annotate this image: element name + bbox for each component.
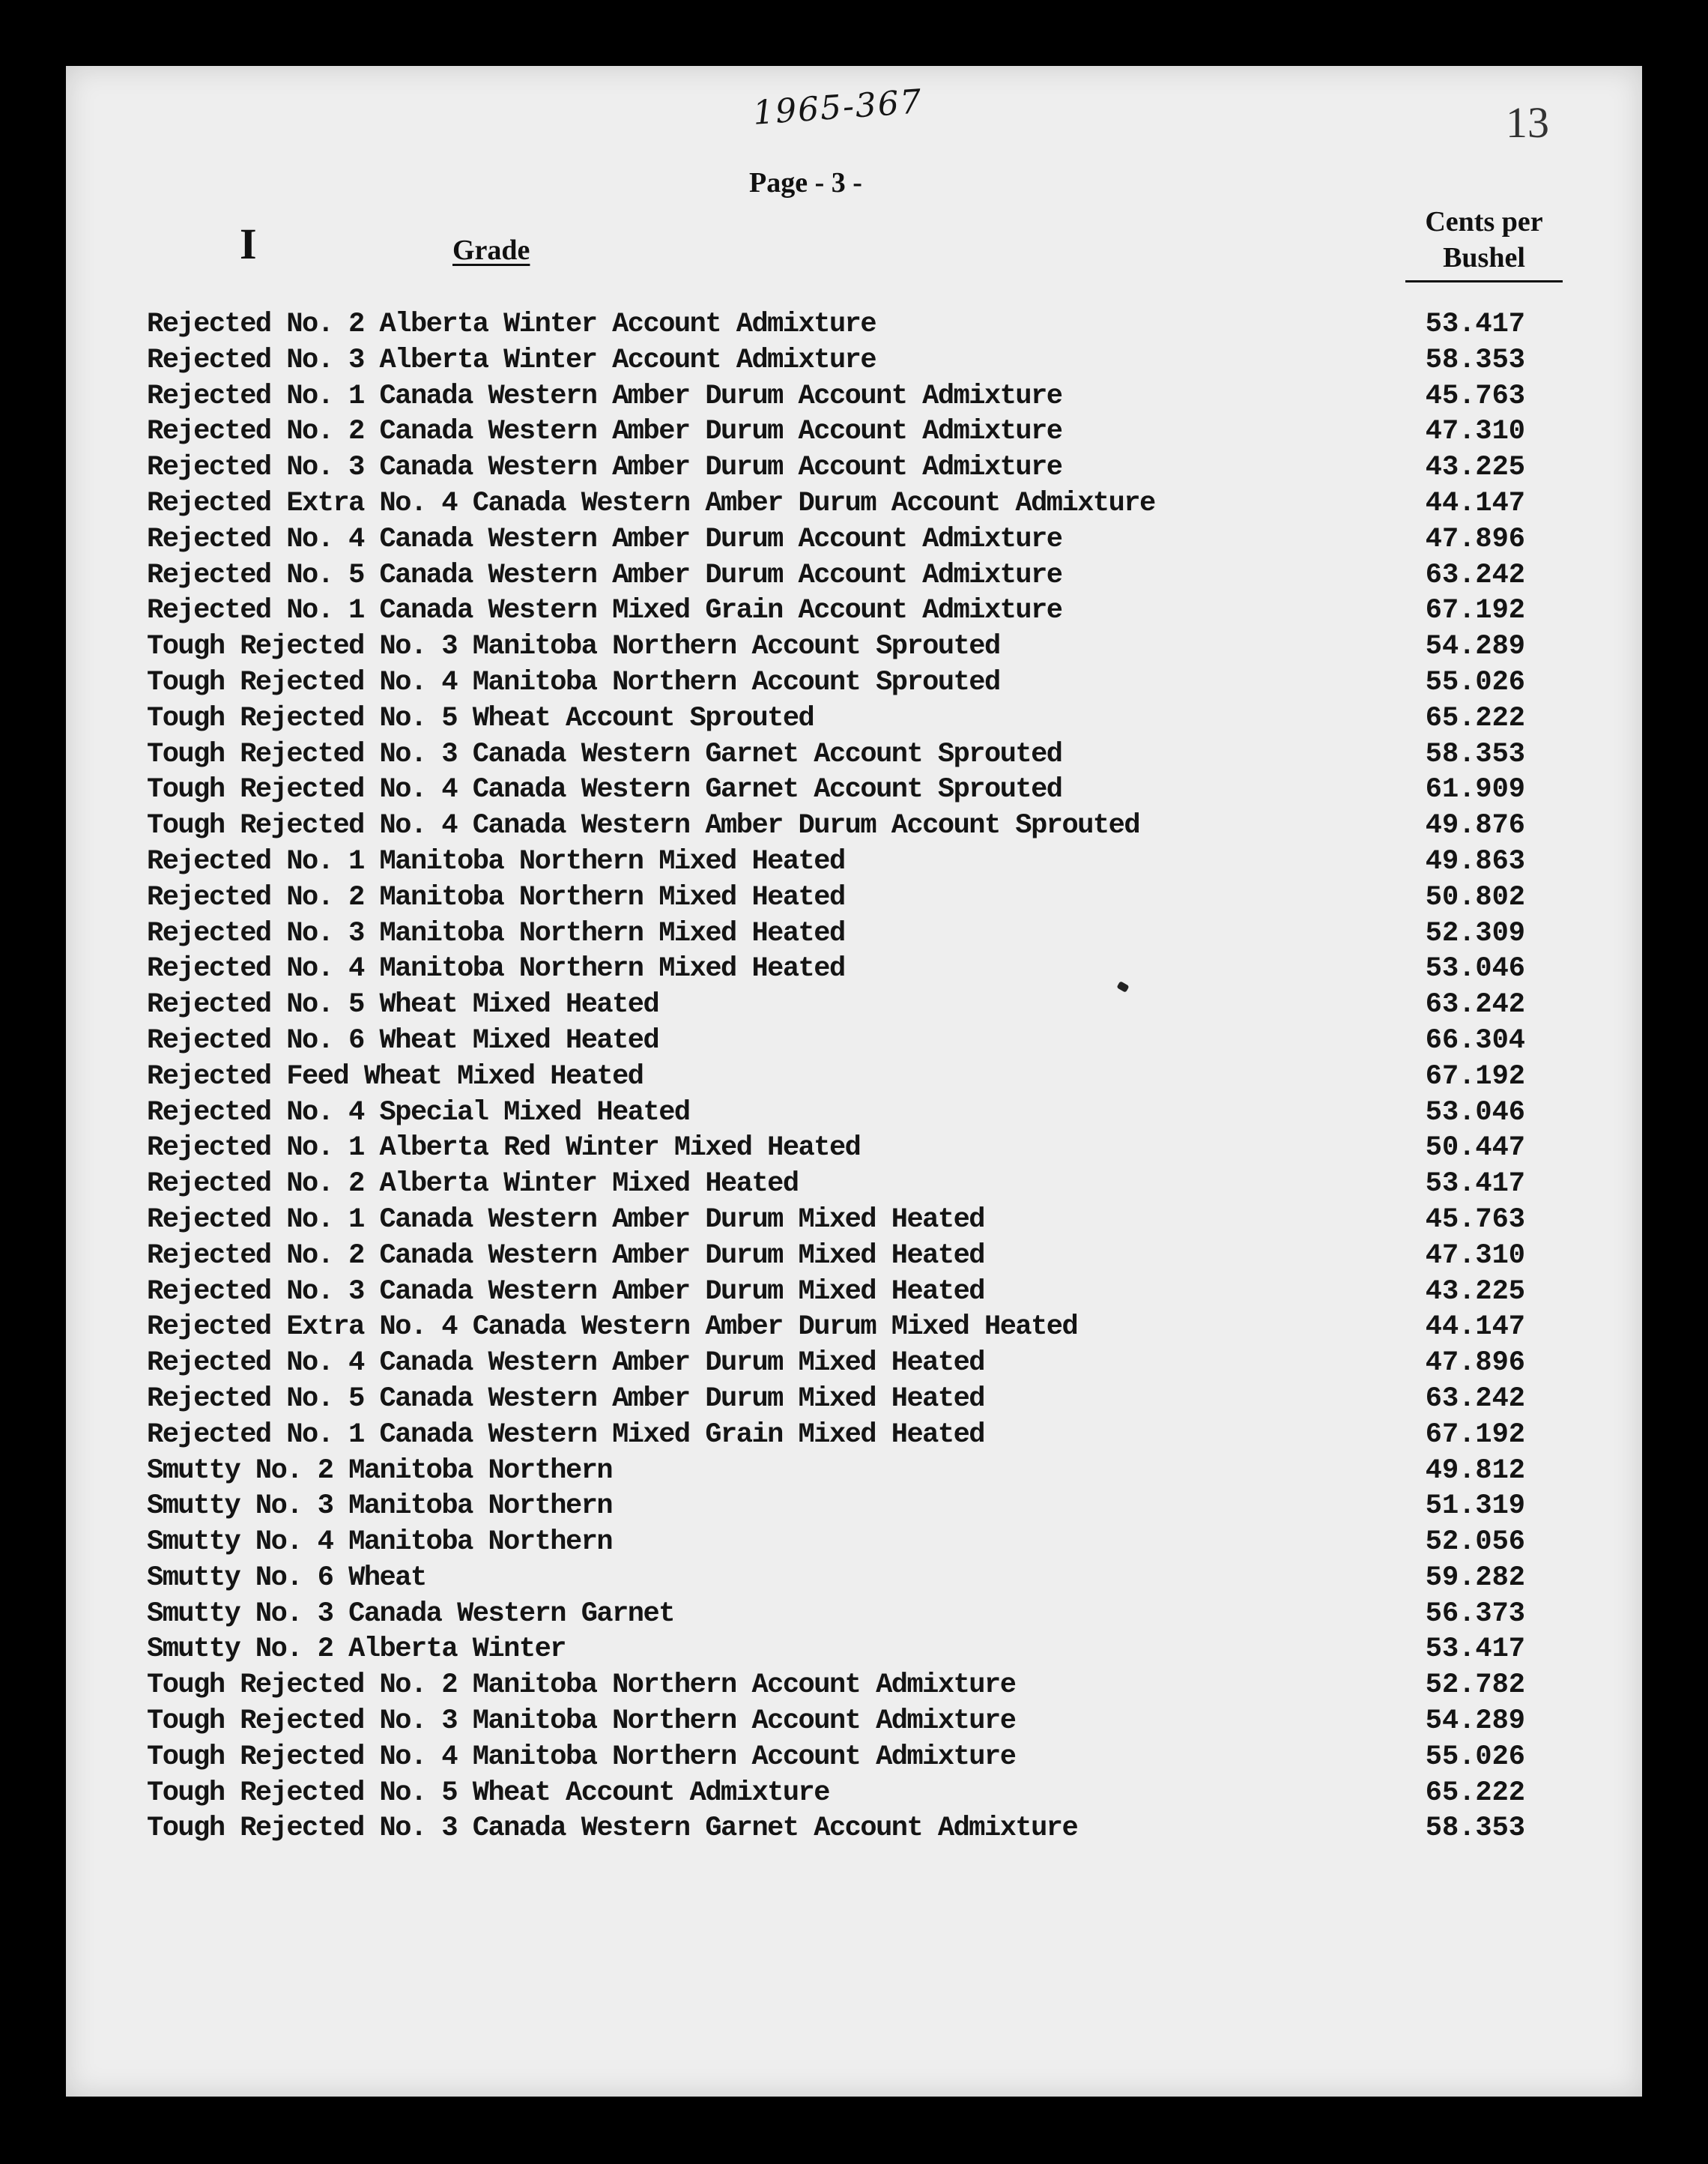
cents-cell: 65.222 xyxy=(1425,702,1525,734)
table-row xyxy=(147,1704,1555,1740)
grade-cell: Smutty No. 4 Manitoba Northern xyxy=(147,1526,613,1559)
table-row xyxy=(147,1668,1555,1704)
grade-cell: Rejected No. 1 Canada Western Amber Durum Mixed Heated xyxy=(147,1203,984,1236)
grade-cell: Rejected No. 3 Manitoba Northern Mixed Heated xyxy=(147,917,845,949)
grade-table xyxy=(147,307,1555,1847)
table-row xyxy=(147,1060,1555,1095)
table-row xyxy=(147,1740,1555,1776)
grade-cell: Tough Rejected No. 3 Canada Western Garnet Account Admixture xyxy=(147,1813,1078,1845)
grade-cell: Tough Rejected No. 2 Manitoba Northern Account Admixture xyxy=(147,1669,1016,1702)
table-row xyxy=(147,988,1555,1024)
grade-cell: Rejected No. 5 Canada Western Amber Durum Account Admixture xyxy=(147,559,1062,591)
table-row xyxy=(147,1597,1555,1633)
table-row xyxy=(147,343,1555,379)
table-row xyxy=(147,1131,1555,1167)
margin-mark: I xyxy=(240,220,257,268)
cents-cell: 49.812 xyxy=(1425,1454,1525,1487)
grade-cell: Tough Rejected No. 3 Manitoba Northern Account Admixture xyxy=(147,1705,1016,1738)
cents-cell: 52.782 xyxy=(1425,1669,1525,1702)
cents-cell: 67.192 xyxy=(1425,595,1525,627)
cents-cell: 67.192 xyxy=(1425,1418,1525,1451)
table-row xyxy=(147,773,1555,809)
cents-cell: 47.310 xyxy=(1425,1239,1525,1272)
cents-column-header xyxy=(1405,204,1563,282)
grade-cell: Rejected No. 4 Canada Western Amber Durum Mixed Heated xyxy=(147,1347,984,1379)
grade-cell: Tough Rejected No. 3 Canada Western Garnet Account Sprouted xyxy=(147,738,1062,770)
grade-cell: Rejected No. 1 Canada Western Mixed Grain Account Admixture xyxy=(147,595,1062,627)
table-row xyxy=(147,1239,1555,1275)
cents-cell: 53.417 xyxy=(1425,1633,1525,1666)
grade-cell: Rejected Feed Wheat Mixed Heated xyxy=(147,1060,643,1092)
cents-cell: 53.046 xyxy=(1425,1096,1525,1128)
cents-cell: 54.289 xyxy=(1425,631,1525,663)
grade-cell: Rejected No. 4 Manitoba Northern Mixed Heated xyxy=(147,953,845,985)
grade-cell: Rejected No. 5 Wheat Mixed Heated xyxy=(147,989,659,1021)
grade-cell: Smutty No. 3 Canada Western Garnet xyxy=(147,1598,674,1630)
table-row xyxy=(147,1561,1555,1597)
cents-cell: 54.289 xyxy=(1425,1705,1525,1738)
table-row xyxy=(147,1095,1555,1131)
grade-cell: Rejected No. 1 Canada Western Mixed Grain Mixed Heated xyxy=(147,1418,984,1451)
grade-cell: Rejected No. 4 Special Mixed Heated xyxy=(147,1096,690,1128)
cents-cell: 44.147 xyxy=(1425,1311,1525,1344)
grade-cell: Smutty No. 2 Alberta Winter xyxy=(147,1633,566,1666)
grade-cell: Tough Rejected No. 4 Canada Western Garnet Account Sprouted xyxy=(147,774,1062,806)
cents-cell: 45.763 xyxy=(1425,380,1525,412)
table-row xyxy=(147,952,1555,988)
grade-cell: Rejected Extra No. 4 Canada Western Amber Durum Mixed Heated xyxy=(147,1311,1078,1344)
table-row xyxy=(147,414,1555,450)
cents-cell: 53.417 xyxy=(1425,1168,1525,1200)
grade-cell: Tough Rejected No. 4 Manitoba Northern Account Sprouted xyxy=(147,666,1000,698)
cents-cell: 43.225 xyxy=(1425,1275,1525,1308)
grade-cell: Rejected No. 3 Canada Western Amber Durum Mixed Heated xyxy=(147,1275,984,1308)
cents-cell: 67.192 xyxy=(1425,1060,1525,1092)
grade-cell: Rejected No. 1 Alberta Red Winter Mixed Heated xyxy=(147,1132,861,1164)
table-row xyxy=(147,737,1555,773)
cents-cell: 61.909 xyxy=(1425,774,1525,806)
grade-cell: Rejected No. 5 Canada Western Amber Durum Mixed Heated xyxy=(147,1382,984,1415)
cents-cell: 47.896 xyxy=(1425,523,1525,555)
table-row xyxy=(147,1167,1555,1203)
grade-column-header: Grade xyxy=(452,235,530,266)
grade-cell: Rejected No. 2 Manitoba Northern Mixed Heated xyxy=(147,881,845,913)
grade-cell: Rejected No. 3 Canada Western Amber Durum Account Admixture xyxy=(147,452,1062,484)
table-row xyxy=(147,1525,1555,1561)
table-row xyxy=(147,593,1555,629)
grade-cell: Rejected No. 2 Canada Western Amber Durum Account Admixture xyxy=(147,416,1062,448)
cents-cell: 50.447 xyxy=(1425,1132,1525,1164)
grade-cell: Rejected No. 6 Wheat Mixed Heated xyxy=(147,1024,659,1057)
table-row xyxy=(147,629,1555,665)
handwritten-reference: 1965-367 xyxy=(751,82,924,133)
grade-cell: Rejected No. 3 Alberta Winter Account Admixture xyxy=(147,344,876,376)
cents-cell: 58.353 xyxy=(1425,344,1525,376)
cents-cell: 43.225 xyxy=(1425,452,1525,484)
table-row xyxy=(147,558,1555,594)
cents-cell: 56.373 xyxy=(1425,1598,1525,1630)
cents-cell: 53.046 xyxy=(1425,953,1525,985)
table-row xyxy=(147,665,1555,701)
grade-cell: Smutty No. 3 Manitoba Northern xyxy=(147,1490,613,1523)
table-row xyxy=(147,1346,1555,1382)
table-row xyxy=(147,379,1555,415)
grade-cell: Tough Rejected No. 5 Wheat Account Admixture xyxy=(147,1777,829,1809)
cents-cell: 63.242 xyxy=(1425,559,1525,591)
grade-cell: Tough Rejected No. 4 Manitoba Northern Account Admixture xyxy=(147,1741,1016,1773)
cents-cell: 55.026 xyxy=(1425,1741,1525,1773)
page-heading: Page - 3 - xyxy=(749,167,862,199)
grade-cell: Rejected No. 1 Canada Western Amber Durum Account Admixture xyxy=(147,380,1062,412)
cents-cell: 47.896 xyxy=(1425,1347,1525,1379)
grade-cell: Rejected No. 4 Canada Western Amber Durum Account Admixture xyxy=(147,523,1062,555)
cents-header-line2: Bushel xyxy=(1443,242,1525,273)
table-row xyxy=(147,1454,1555,1490)
table-row xyxy=(147,1776,1555,1812)
grade-cell: Rejected Extra No. 4 Canada Western Amber Durum Account Admixture xyxy=(147,487,1155,519)
table-row xyxy=(147,1382,1555,1418)
cents-cell: 47.310 xyxy=(1425,416,1525,448)
cents-cell: 50.802 xyxy=(1425,881,1525,913)
cents-cell: 45.763 xyxy=(1425,1203,1525,1236)
cents-cell: 63.242 xyxy=(1425,1382,1525,1415)
cents-cell: 49.863 xyxy=(1425,845,1525,877)
page-number: 13 xyxy=(1506,98,1549,147)
grade-cell: Smutty No. 6 Wheat xyxy=(147,1562,426,1594)
grade-cell: Tough Rejected No. 4 Canada Western Amber Durum Account Sprouted xyxy=(147,810,1140,842)
grade-cell: Rejected No. 1 Manitoba Northern Mixed Heated xyxy=(147,845,845,877)
table-row xyxy=(147,1310,1555,1346)
table-row xyxy=(147,1203,1555,1239)
cents-cell: 63.242 xyxy=(1425,989,1525,1021)
cents-cell: 58.353 xyxy=(1425,1813,1525,1845)
cents-cell: 49.876 xyxy=(1425,810,1525,842)
table-row xyxy=(147,1489,1555,1525)
table-row xyxy=(147,1024,1555,1060)
table-row xyxy=(147,1632,1555,1668)
table-row xyxy=(147,1275,1555,1311)
table-row xyxy=(147,880,1555,916)
cents-cell: 65.222 xyxy=(1425,1777,1525,1809)
table-row xyxy=(147,809,1555,844)
cents-cell: 51.319 xyxy=(1425,1490,1525,1523)
cents-cell: 66.304 xyxy=(1425,1024,1525,1057)
cents-cell: 58.353 xyxy=(1425,738,1525,770)
table-row xyxy=(147,844,1555,880)
grade-cell: Tough Rejected No. 3 Manitoba Northern Account Sprouted xyxy=(147,631,1000,663)
table-row xyxy=(147,1418,1555,1454)
table-row xyxy=(147,307,1555,343)
grade-cell: Rejected No. 2 Canada Western Amber Durum Mixed Heated xyxy=(147,1239,984,1272)
table-row xyxy=(147,701,1555,737)
cents-cell: 55.026 xyxy=(1425,666,1525,698)
cents-header-line1: Cents per xyxy=(1425,206,1543,238)
table-row xyxy=(147,450,1555,486)
table-row xyxy=(147,1811,1555,1847)
grade-cell: Smutty No. 2 Manitoba Northern xyxy=(147,1454,613,1487)
grade-cell: Tough Rejected No. 5 Wheat Account Sprouted xyxy=(147,702,814,734)
cents-cell: 59.282 xyxy=(1425,1562,1525,1594)
cents-cell: 52.309 xyxy=(1425,917,1525,949)
table-row xyxy=(147,522,1555,558)
grade-cell: Rejected No. 2 Alberta Winter Account Admixture xyxy=(147,309,876,340)
table-row xyxy=(147,486,1555,522)
cents-cell: 44.147 xyxy=(1425,487,1525,519)
grade-cell: Rejected No. 2 Alberta Winter Mixed Heated xyxy=(147,1168,799,1200)
cents-cell: 52.056 xyxy=(1425,1526,1525,1559)
table-row xyxy=(147,916,1555,952)
cents-cell: 53.417 xyxy=(1425,309,1525,340)
